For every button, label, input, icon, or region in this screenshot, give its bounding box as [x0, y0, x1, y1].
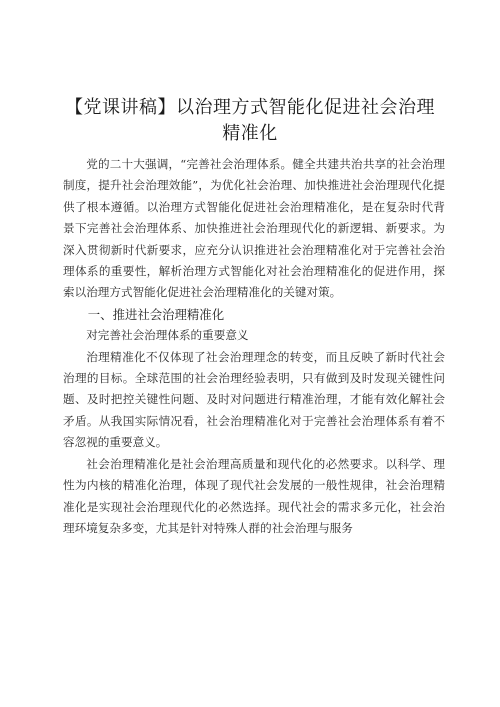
- paragraph-2: 治理精准化不仅体现了社会治理理念的转变，而且反映了新时代社会治理的目标。全球范围的社会治理经验表明，只有做到及时发现关键性问题、及时把控关键性问题、及时对问题进行精准治理，才能有效化解社会矛盾。从我国实际情况看，社会治理精准化对于完善社会治理体系有着不容忽视的重要意义。: [63, 349, 445, 450]
- section-subheading-1: 对完善社会治理体系的重要意义: [86, 328, 249, 343]
- paragraph-3: 社会治理精准化是社会治理高质量和现代化的必然要求。以科学、理性为内核的精准化治理，体现了现代社会发展的一般性规律，社会治理精准化是实现社会治理现代化的必然选择。现代社会的需求多元化，社会治理环境复杂多变，尤其是针对特殊人群的社会治理与服务: [63, 456, 445, 535]
- paragraph-intro: 党的二十大强调，“完善社会治理体系。健全共建共治共享的社会治理制度，提升社会治理效能”，为优化社会治理、加快推进社会治理现代化提供了根本遵循。以治理方式智能化促进社会治理精准化，是在复杂时代背景下完善社会治理体系、加快推进社会治理现代化的新逻辑、新要求。为深入贯彻新时代新要求，应充分认识推进社会治理精准化对于完善社会治理体系的重要性，解析治理方式智能化对社会治理精准化的促进作用，探索以治理方式智能化促进社会治理精准化的关键对策。: [63, 157, 445, 300]
- document-title-line-1: 【党课讲稿】以治理方式智能化促进社会治理: [65, 97, 435, 118]
- document-body: [63, 154, 445, 539]
- document-title-line-2: 精准化: [222, 123, 278, 144]
- section-heading-1: 一、推进社会治理精准化: [87, 306, 225, 322]
